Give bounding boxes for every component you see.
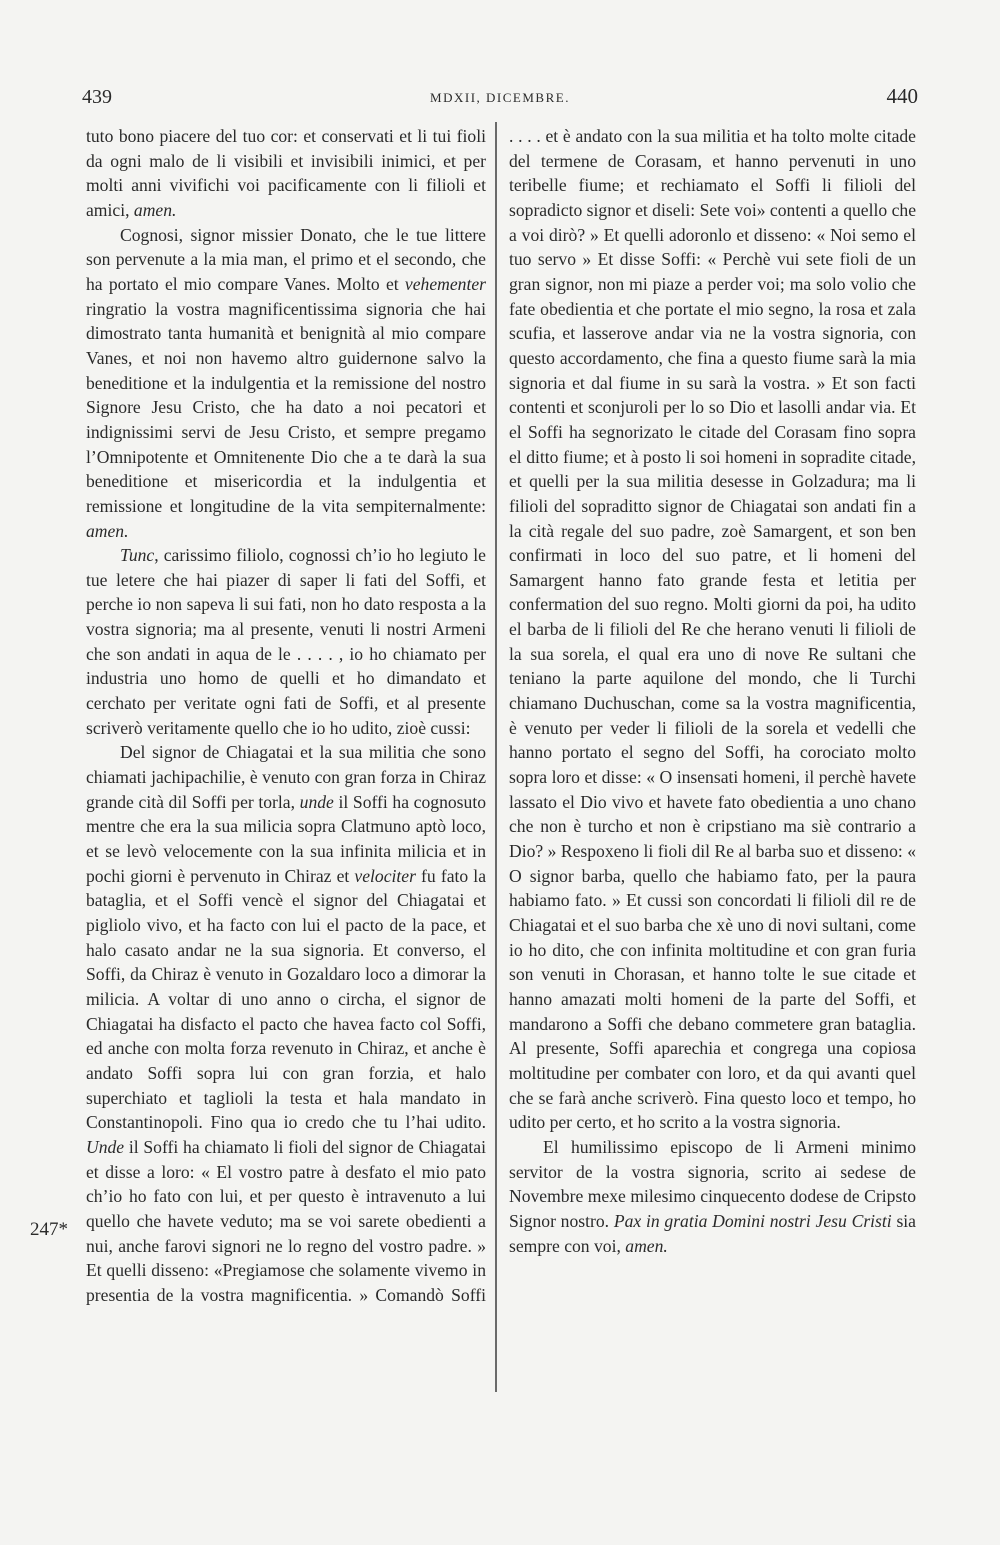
paragraph: tuto bono piacere del tuo cor: et conservati et li tui fioli da ogni malo de li visibili et invisibili inimici, et per molti anni vivifichi voi pacificamente con li filioli et amici, amen. [86,126,486,220]
paragraph: Tunc, carissimo filiolo, cognossi ch’io ho legiuto le tue letere che hai piazer di saper li fati del Soffi, et perche io non sapeva li sui fati, non ho dato resposta a la vostra signoria; ma al presente, venuti li nostri Armeni che son andati in aqua de le . . . . , io ho chiamato per industria uno homo de quelli et ho dimandato et cerchato per veritate ogni fati de Soffi, et al presente scriverò veritamente quello che io ho udito, zioè cussi: [86,545,486,738]
page-number-left: 439 [82,86,112,108]
right-text-column [509,124,916,1258]
paragraph: Cognosi, signor missier Donato, che le tue littere son pervenute a la mia man, el primo et el secondo, che ha portato el mio compare Vanes. Molto et vehementer ringratio la vostra magnificentissima signoria che hai dimostrato tanta humanità et benignità al mio compare Vanes, et noi non havemo altro guidernone salvo la beneditione et la indulgentia et la remissione del nostro Signore Jesu Cristo, che ha dato a noi pecatori et indignissimi servi de Jesu Cristo, et sempre pregamo l’Omnipotente et Omnitenente Dio che a te darà la sua beneditione et misericordia et la indulgentia et remissione et longitudine de la vita sempiternalmente: amen. [86,224,486,541]
running-head [82,84,918,114]
running-title: MDXII, DICEMBRE. [430,90,570,105]
page-number-right: 440 [886,84,918,108]
paragraph: El humilissimo episcopo de li Armeni minimo servitor de la vostra signoria, scrito ai sedese de Novembre mexe milesimo cinquecento dodese de Cripsto Signor nostro. Pax in gratia Domini nostri Jesu Cristi sia sempre con voi, amen. [509,1136,916,1256]
paragraph: . . . . et è andato con la sua militia et ha tolto molte citade del termene de Corasam, et hanno pervenuti in uno teribelle fiume; et rechiamato el Soffi li filioli del sopradicto signor et diseli: Sete voi» contenti a quello che a voi dirò? » Et quelli adoronlo et disseno: « Noi semo el tuo servo » Et disse Soffi: « Perchè vui sete fioli de un gran signor, non mi piaze a perder voi; ma solo volio che fate obedientia et che portate el mio segno, la rosa et zala scufia, et lasserove andar via ne la vostra signoria, con questo accordamento, che fina a questo fiume sarà la mia signoria et dal fiume in su sarà la vostra. » Et son facti contenti et sconjuroli per lo so Dio et lasolli andar via. Et el Soffi ha segnorizato le citade del Corasam fino sopra el ditto fiume; et à posto li soi homeni in sopradite citade, et quelli per la sua militia desesse in Golzadura; ma li filioli del sopraditto signor de Chiagatai son andati fin a la cità regale del suo padre, zoè Samargent, et son ben confirmati in loco del suo patre, et li homeni del Samargent hanno fato grande festa et letitia per confermation del suo regno. Molti giorni da poi, ha udito el barba de li filioli del Re che herano venuti li filioli de la sua sorela, el qual era uno di nove Re sultani che teniano la parte aquilone del mondo, che li Turchi chiamano Duchuschan, come sa la vostra magnificentia, è venuto per veder li filioli de la sorela et vedelli che hanno portato el segno del Soffi, ha corociato molto sopra loro et disse: « O insensati homeni, il perchè havete lassato el Dio vivo et havete fato obedientia a uno chano che non è turcho et non è cripstiano ma siè contrario a Dio? » Respoxeno li fioli dil Re al barba suo et disseno: « O signor barba, quello che habiamo fato, per la paura habiamo fato. » Et cussi son concordati li filioli dil re de Chiagatai et el suo barba che xè uno di novi sultani, come io ho dito, che con infinita moltitudine et con gran furia son venuti in Chorasan, et hanno tolte le sue citade et hanno amazati molti homeni de la parte del Soffi, et mandarono a Soffi che debano commetere gran bataglia. Al presente, Soffi aparechia et congrega una copiosa moltitudine per combater con loro, et da qui avanti quel che se farà anche scriverò. Fina questo loco et tempo, ho udito per certo, et ho scrito a la vostra signoria. [509,126,917,1133]
left-text-column [86,124,486,1308]
margin-note: 247* [30,1219,68,1240]
column-divider [495,122,497,1392]
paragraph: Del signor de Chiagatai et la sua militia che sono chiamati jachipachilie, è venuto con gran forza in Chiraz grande cità dil Soffi per torla, unde il Soffi ha cognosuto mentre che era la sua milicia sopra Clatmuno aptò loco, et se levò velocemente con la sua infinita milicia et in pochi giorni è pervenuto in Chiraz et velociter fu fato la bataglia, et el Soffi vencè el signor del Chiagatai et pigliolo vivo, et ha facto con lui el pacto de la pace, et halo casato andar ne la sua signoria. Et converso, el Soffi, da Chiraz è venuto in Gozaldaro loco a dimorar la milicia. A voltar di uno anno o circha, el signor de Chiagatai ha disfacto el pacto che havea facto col Soffi, ed anche con molta forza revenuto in Chiraz, et anche è andato Soffi sopra lui con gran forzia, et halo superchiato et taglioli la testa et hala mandato in Constantinopoli. Fino qua io credo che tu l’hai udito. Unde il Soffi ha chiamato li fioli del signor de Chiagatai et disse a loro: « El vostro patre à desfato el mio pato ch’io ho fato con lui, et per questo è intravenuto a lui quello che havete veduto; ma se voi sarete obedienti a nui, anche farovi signori ne lo regno del vostro padre. » Et quelli disseno: «Pregiamose che solamente vivemo in presentia de la vostra magnificentia. » Comandò Soffi [86,742,486,1305]
